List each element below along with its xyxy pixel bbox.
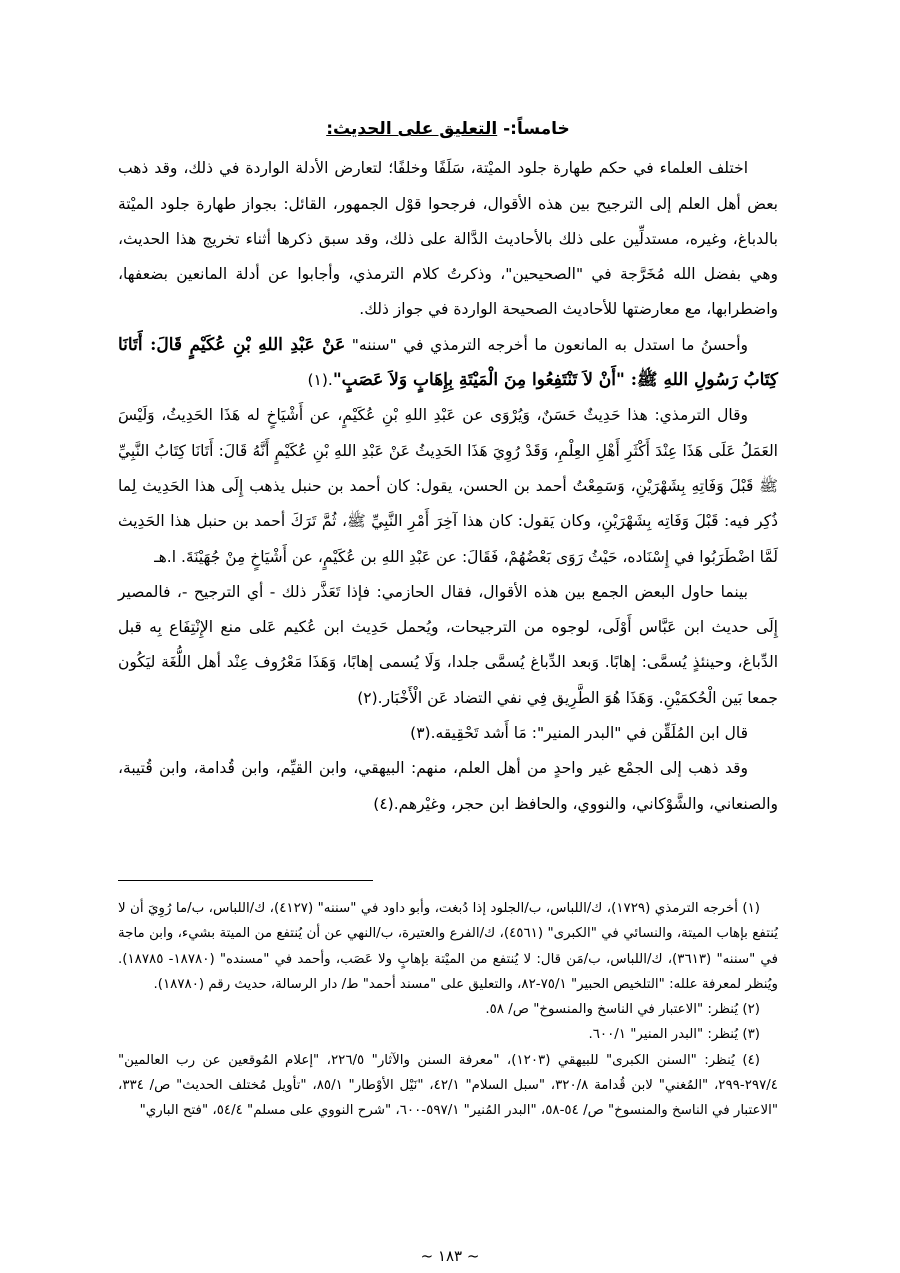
heading-title: التعليق على الحديث:	[326, 119, 498, 139]
main-text	[118, 112, 778, 822]
footnote-separator	[118, 880, 373, 881]
paragraph: وقد ذهب إلى الجمْع غير واحدٍ من أهل العلم، منهم: البيهقي، وابن القيِّم، وابن قُدامة، وابن قُتيبة، والصنعاني، والشَّوْكاني، والنووي، والحافظ ابن حجر، وغيْرهم.(٤)	[118, 759, 778, 813]
paragraph: وقال الترمذي: هذا حَدِيثٌ حَسَنٌ، وَيُرْوَى عن عَبْدِ اللهِ بْنِ عُكَيْمٍ، عن أَشْيَاخٍ له هَذَا الحَدِيثُ، وَلَيْسَ العَمَلُ عَلَى هَذَا عِنْدَ أَكْثَرِ أَهْلِ العِلْمِ، وَقَدْ رُوِيَ هَذَا الحَدِيثُ عَنْ عَبْدِ اللهِ بْنِ عُكَيْمٍ أَنَّهُ قَالَ: أَتَانَا كِتَابُ النَّبِيِّ ﷺ قَبْلَ وَفَاتِهِ بِشَهْرَيْنِ، وَسَمِعْتُ أحمد بن الحسن، يقول: كان أحمد بن حنبل يذهب إِلَى هذا الحَدِيث لِما ذُكِر فيه: قَبْلَ وَفَاتِه بِشَهْرَيْنِ، وكان يَقول: كان هذا آخِرَ أَمْرِ النَّبِيِّ ﷺ، ثُمَّ تَرَكَ أحمد بن حنبل هذا الحَدِيث لَمَّا اضْطَرَبُوا في إِسْنَاده، حَيْثُ رَوَى بَعْضُهُمْ، فَقَالَ: عن عَبْدِ اللهِ بن عُكَيْمٍ، عن أَشْيَاخٍ مِنْ جُهَيْنَةَ. ا.هـ	[118, 406, 778, 566]
footnote: (١) أخرجه الترمذي (١٧٢٩)، ك/اللباس، ب/الجلود إذا دُبغت، وأبو داود في "سننه" (٤١٢٧)، ك/اللباس، ب/ما رُوِيَ أن لا يُنتفع بإهاب الميتة، والنسائي في "الكبرى" (٤٥٦١)، ك/الفرع والعتيرة، ب/النهي عن أن يُنتفع من الميتة بشيء، وابن ماجة في "سننه" (٣٦١٣)، ك/اللباس، ب/مَن قال: لا يُنتفع من الميْتة بإهابٍ ولا عَصَب، وأحمد في "مسنده" (١٨٧٨٠- ١٨٧٨٥). ويُنظر لمعرفة علله: "التلخيص الحبير" ٧٥/١-٨٢، والتعليق على "مسند أحمد" ط/ دار الرسالة، حديث رقم (١٨٧٨٠).	[118, 901, 779, 992]
paragraph: بينما حاول البعض الجمع بين هذه الأقوال، فقال الحازمي: فإذا تَعَذَّر ذلك - أي الترجيح -، فالمصير إِلَى حديث ابن عَبَّاس أَوْلَى، لوجوه من الترجيحات، ويُحمل حَدِيث ابن عُكيم عَلى منع الإِنْتِفَاع بِه قبل الدِّباغ، وحينئذٍ يُسمَّى: إهابًا. وَبعد الدِّباغ يُسمَّى جلدا، وَلَا يُسمى إهابًا، وَهَذَا مَعْرُوف عِنْد أهل اللُّغَة ليَكُون جمعا بَين الْحُكمَيْنِ. وَهَذَا هُوَ الطَّرِيق فِي نفي التضاد عَن الْأَخْبَار.(٢)	[118, 582, 778, 707]
footnote: (٤) يُنظر: "السنن الكبرى" للبيهقي (١٢٠٣)، "معرفة السنن والآثار" ٢٢٦/٥، "إعلام المُوقعين عن رب العالمين" ٢٩٧/٤-٢٩٩، "المُغني" لابن قُدامة ٣٢٠/٨، "سبل السلام" ٤٢/١، "نَيْل الأوْطار" ٨٥/١، "تأويل مُختلف الحديث" ص/ ٣٣٤، "الاعتبار في الناسخ والمنسوخ" ص/ ٥٤-٥٨، "البدر المُنير" ٥٩٧/١-٦٠٠، "شرح النووي على مسلم" ٥٤/٤، "فتح الباري"	[118, 1052, 778, 1119]
footnote: (٣) يُنظر: "البدر المنير" ٦٠٠/١.	[588, 1027, 760, 1043]
page-number: ~ ١٨٣ ~	[420, 1247, 480, 1265]
footnote: (٢) يُنظر: "الاعتبار في الناسخ والمنسوخ" ص/ ٥٨.	[485, 1002, 760, 1018]
hadith-paragraph	[118, 328, 778, 399]
hadith-intro: وأحسنُ ما استدل به المانعون ما أخرجه الترمذي في "سننه"	[345, 335, 748, 354]
footnotes	[118, 896, 778, 1124]
heading-label: خامساً:-	[497, 119, 570, 139]
paragraph: قال ابن المُلَقِّن في "البدر المنير": مَا أَشد تَحْقِيقه.(٣)	[410, 724, 748, 743]
hadith-text: عَنْ عَبْدِ اللهِ بْنِ عُكَيْمٍ قَالَ: أَتَانَا كِتَابُ رَسُولِ اللهِ ﷺ: "أَنْ لاَ تَنْتَفِعُوا مِنَ الْمَيْتَةِ بِإِهَابٍ وَلاَ عَصَبٍ"	[118, 334, 778, 391]
section-heading	[118, 112, 778, 147]
paragraph: اختلف العلماء في حكم طهارة جلود الميْتة، سَلَفًا وخلفًا؛ لتعارض الأدلة الواردة في ذلك، وقد ذهب بعض أهل العلم إلى الترجيح بين هذه الأقوال، فرجحوا قوْل الجمهور، القائل: بجواز طهارة جلود الميْتة بالدباغ، وغيره، مستدلِّين على ذلك بالأحاديث الدَّالة على ذلك، وقد سبق ذكرها أثناء تخريج هذا الحديث، وهي بفضل الله مُخَرَّجة في "الصحيحين"، وذكرتُ كلام الترمذي، وأجابوا عن أدلة المانعين بضعفها، واضطرابها، مع معارضتها للأحاديث الصحيحة الواردة في جواز ذلك.	[118, 159, 778, 319]
footnote-ref: .(١)	[307, 371, 333, 390]
